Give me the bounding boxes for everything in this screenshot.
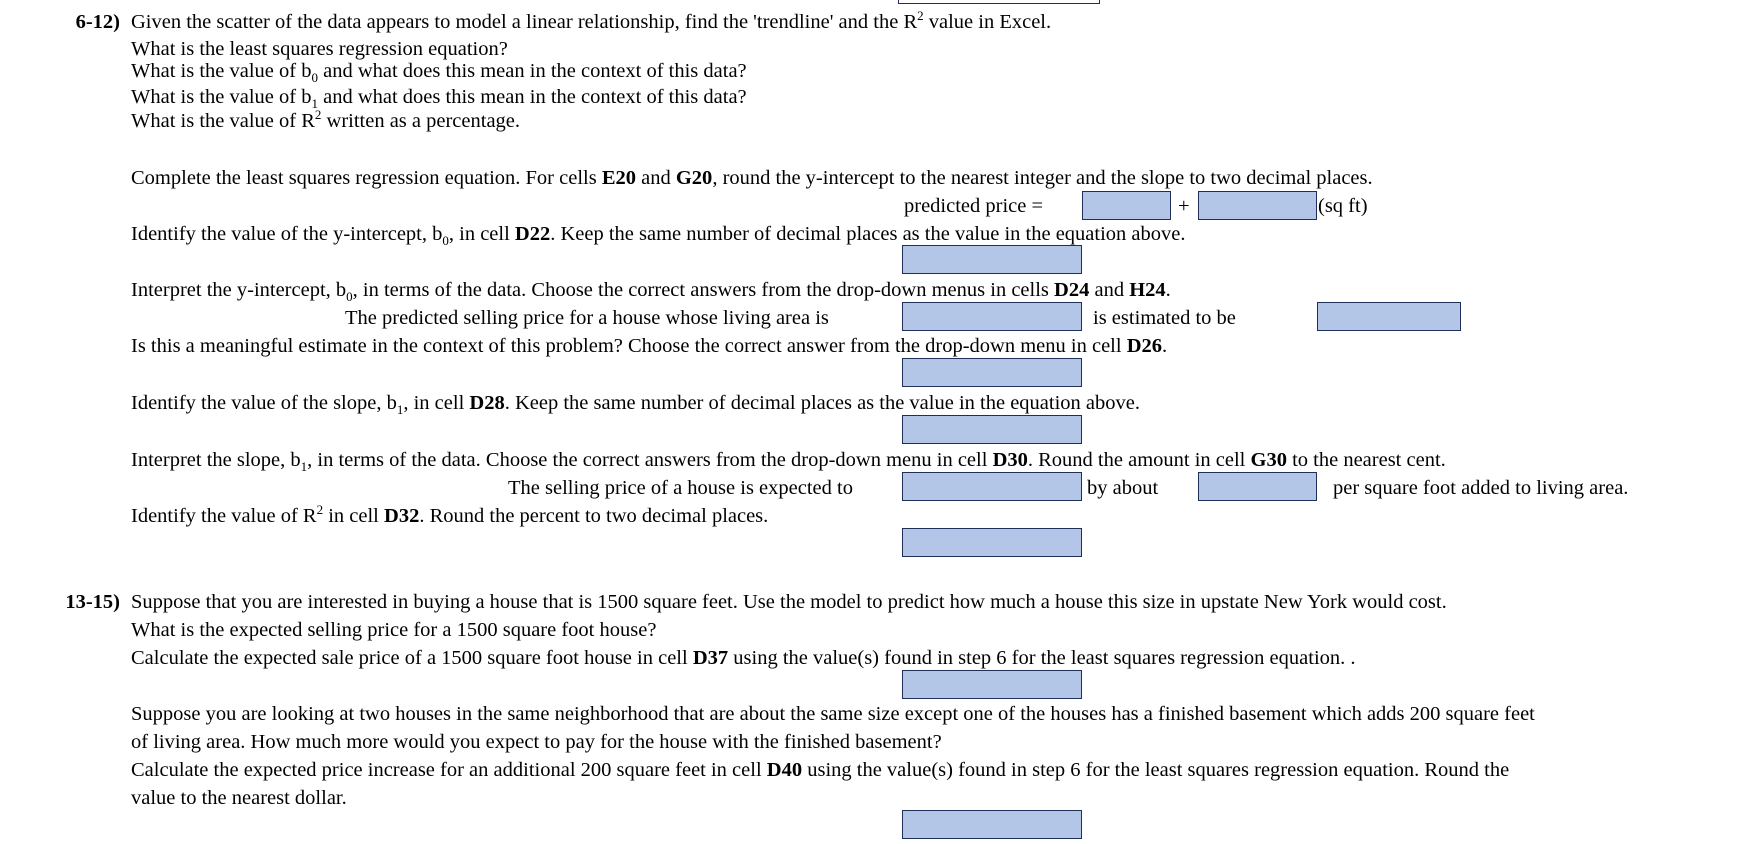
cell-d26-dropdown[interactable]	[902, 358, 1082, 387]
predicted-price-label: predicted price =	[904, 195, 1044, 217]
basement-scenario-line2: of living area. How much more would you expect to pay for the house with the finished basement?	[131, 731, 942, 753]
cell-h24-dropdown[interactable]	[1317, 302, 1461, 331]
cell-d30-dropdown[interactable]	[902, 472, 1082, 501]
cell-d37-input[interactable]	[902, 670, 1082, 699]
meaningful-question: Is this a meaningful estimate in the context of this problem? Choose the correct answer from the drop-down menu in cell D26.	[131, 335, 1168, 357]
cell-d24-dropdown[interactable]	[902, 302, 1082, 331]
cell-e20-intercept-input[interactable]	[1082, 191, 1171, 220]
yintercept-instructions: Identify the value of the y-intercept, $b_0$, in cell D22. Keep the same number of decimal places as the value in the equation above.	[131, 223, 1186, 249]
basement-scenario-line1: Suppose you are looking at two houses in the same neighborhood that are about the same size except one of the houses has a finished basement which adds 200 square feet	[131, 703, 1535, 725]
cell-above-fragment	[898, 0, 1100, 4]
slope-sentence-start: The selling price of a house is expected to	[508, 477, 853, 499]
section-number-13-15: 13-15)	[65, 591, 120, 613]
question-b0: What is the value of $b_0$ and what does this mean in the context of this data?	[131, 60, 747, 86]
calc-expected-price-instructions: Calculate the expected sale price of a 1500 square foot house in cell D37 using the value(s) found in step 6 for the least squares regression equation. .	[131, 647, 1356, 669]
question-expected-price: What is the expected selling price for a 1500 square foot house?	[131, 619, 657, 641]
calc-price-increase-line2: value to the nearest dollar.	[131, 787, 347, 809]
question-regression-equation: What is the least squares regression equation?	[131, 38, 508, 60]
cell-g30-input[interactable]	[1198, 472, 1317, 501]
yintercept-sentence-middle: is estimated to be	[1093, 307, 1236, 329]
cell-d22-input[interactable]	[902, 245, 1082, 274]
cell-g20-slope-input[interactable]	[1198, 191, 1317, 220]
yintercept-sentence-start: The predicted selling price for a house whose living area is	[345, 307, 829, 329]
plus-sign: +	[1178, 195, 1190, 217]
sqft-label: (sq ft)	[1318, 195, 1368, 217]
section-number-6-12: 6-12)	[75, 11, 120, 33]
interpret-yintercept-instructions: Interpret the y-intercept, $b_0$, in terms of the data. Choose the correct answers from the drop-down menus in cells D24 and H24.	[131, 279, 1171, 305]
equation-instructions: Complete the least squares regression equation. For cells E20 and G20, round the y-intercept to the nearest integer and the slope to two decimal places.	[131, 167, 1373, 189]
r2-instructions: Identify the value of $R^2$ in cell D32. Round the percent to two decimal places.	[131, 502, 769, 527]
slope-sentence-middle: by about	[1087, 477, 1159, 499]
interpret-slope-instructions: Interpret the slope, $b_1$, in terms of the data. Choose the correct answers from the drop-down menu in cell D30. Round the amount in cell G30 to the nearest cent.	[131, 449, 1446, 475]
cell-d40-input[interactable]	[902, 810, 1082, 839]
calc-price-increase-instructions: Calculate the expected price increase for an additional 200 square feet in cell D40 using the value(s) found in step 6 for the least squares regression equation. Round the	[131, 759, 1510, 781]
slope-sentence-end: per square foot added to living area.	[1333, 477, 1629, 499]
cell-d32-input[interactable]	[902, 528, 1082, 557]
slope-instructions: Identify the value of the slope, $b_1$, in cell D28. Keep the same number of decimal places as the value in the equation above.	[131, 392, 1140, 418]
question-r2: What is the value of $R^2$ written as a percentage.	[131, 107, 521, 132]
intro-6-12: Given the scatter of the data appears to model a linear relationship, find the 'trendline' and the $R^2$ value in Excel.	[131, 8, 1052, 33]
question-b1: What is the value of $b_1$ and what does this mean in the context of this data?	[131, 86, 747, 112]
cell-d28-input[interactable]	[902, 415, 1082, 444]
intro-13-15: Suppose that you are interested in buying a house that is 1500 square feet. Use the model to predict how much a house this size in upstate New York would cost.	[131, 591, 1447, 613]
